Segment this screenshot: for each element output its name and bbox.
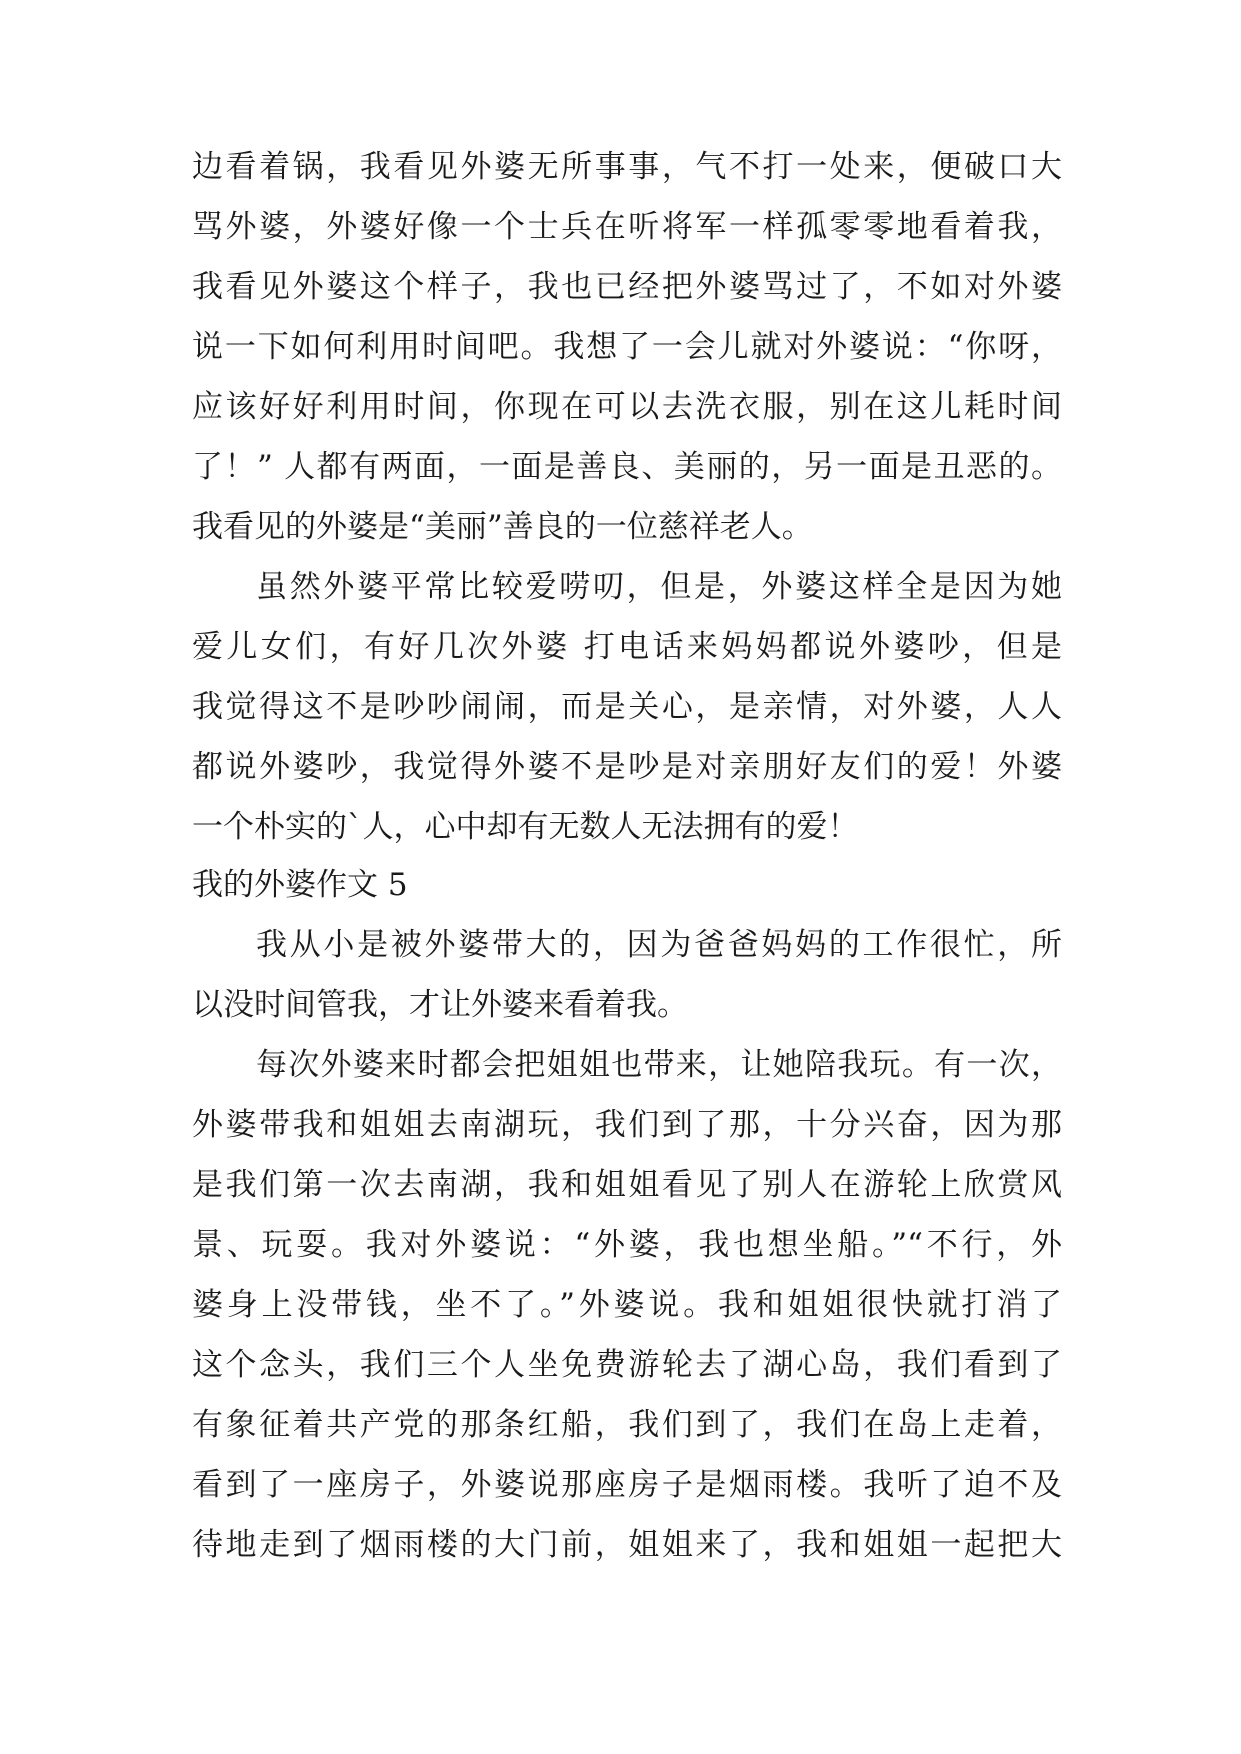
text-line: 了！” 人都有两面，一面是善良、美丽的，另一面是丑恶的。 xyxy=(192,449,1062,485)
text-line: 都说外婆吵，我觉得外婆不是吵是对亲朋好友们的爱！外婆 xyxy=(192,749,1062,785)
text-line: 虽然外婆平常比较爱唠叨，但是，外婆这样全是因为她 xyxy=(256,569,1062,605)
text-line: 景、玩耍。我对外婆说：“外婆，我也想坐船。”“不行，外 xyxy=(192,1227,1062,1263)
text-line: 这个念头，我们三个人坐免费游轮去了湖心岛，我们看到了 xyxy=(192,1347,1062,1383)
text-line: 待地走到了烟雨楼的大门前，姐姐来了，我和姐姐一起把大 xyxy=(192,1527,1062,1563)
text-line: 每次外婆来时都会把姐姐也带来，让她陪我玩。有一次， xyxy=(256,1047,1062,1083)
text-line: 有象征着共产党的那条红船，我们到了，我们在岛上走着， xyxy=(192,1407,1062,1443)
text-line: 我从小是被外婆带大的，因为爸爸妈妈的工作很忙，所 xyxy=(256,927,1062,963)
text-line: 以没时间管我，才让外婆来看着我。 xyxy=(192,987,688,1023)
text-line: 说一下如何利用时间吧。我想了一会儿就对外婆说：“你呀， xyxy=(192,329,1062,365)
text-line: 是我们第一次去南湖，我和姐姐看见了别人在游轮上欣赏风 xyxy=(192,1167,1062,1203)
text-line: 一个朴实的`人，心中却有无数人无法拥有的爱！ xyxy=(192,809,859,845)
text-line: 爱儿女们，有好几次外婆 打电话来妈妈都说外婆吵，但是 xyxy=(192,629,1062,665)
text-line: 婆身上没带钱，坐不了。”外婆说。我和姐姐很快就打消了 xyxy=(192,1287,1062,1323)
text-line: 骂外婆，外婆好像一个士兵在听将军一样孤零零地看着我， xyxy=(192,209,1062,245)
text-line: 应该好好利用时间，你现在可以去洗衣服，别在这儿耗时间 xyxy=(192,389,1062,425)
section-heading: 我的外婆作文 5 xyxy=(192,867,408,903)
text-line: 我看见的外婆是“美丽”善良的一位慈祥老人。 xyxy=(192,509,813,545)
text-line: 看到了一座房子，外婆说那座房子是烟雨楼。我听了迫不及 xyxy=(192,1467,1062,1503)
text-line: 我看见外婆这个样子，我也已经把外婆骂过了，不如对外婆 xyxy=(192,269,1062,305)
text-line: 边看着锅，我看见外婆无所事事，气不打一处来，便破口大 xyxy=(192,149,1062,185)
text-line: 外婆带我和姐姐去南湖玩，我们到了那，十分兴奋，因为那 xyxy=(192,1107,1062,1143)
text-line: 我觉得这不是吵吵闹闹，而是关心，是亲情，对外婆，人人 xyxy=(192,689,1062,725)
